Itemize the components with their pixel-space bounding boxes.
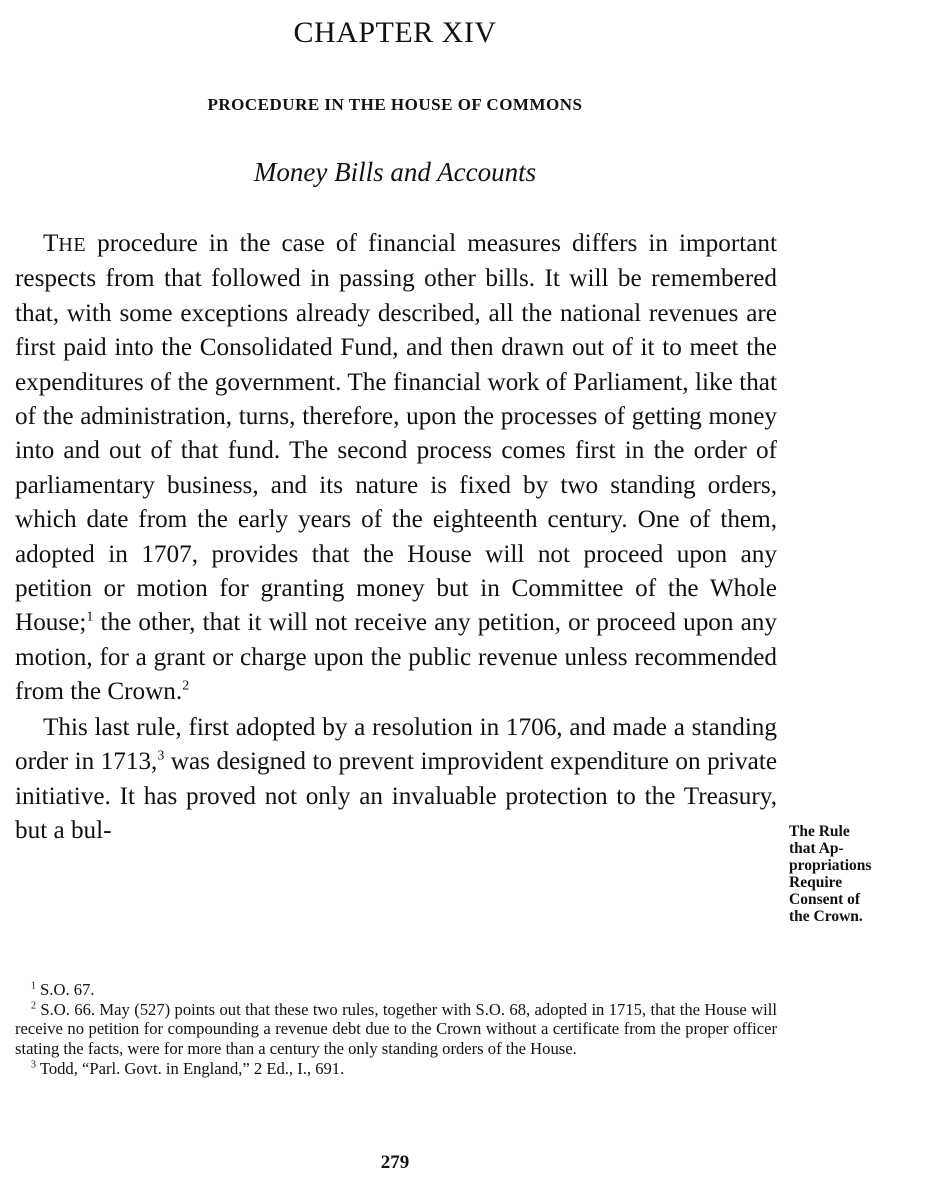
footnote-2 (15, 1000, 777, 1059)
dropcap: T (43, 230, 59, 257)
paragraph-2-text-a: This last rule, first adopted by a resolution in 1706, and made a standing order in 1713, (15, 713, 777, 776)
footnote-mark: 2 (31, 1000, 36, 1012)
margin-note (789, 823, 929, 925)
margin-note-line: that Ap- (789, 840, 844, 857)
footnote-3 (15, 1059, 777, 1079)
margin-note-line: Require (789, 874, 843, 891)
footnote-ref-1: 1 (86, 610, 94, 626)
chapter-title: CHAPTER XIV (293, 16, 497, 49)
footnote-mark: 1 (31, 980, 36, 992)
footnote-1 (15, 980, 777, 1000)
footnote-text: Todd, “Parl. Govt. in England,” 2 Ed., I., 691. (36, 1058, 345, 1078)
footnotes (15, 980, 777, 1079)
paragraph-1-text-a: procedure in the case of financial measures differs in important respects from that followed in passing other bills. It will be remembered that, with some exceptions already described, all the national revenues are first paid into the Consolidated Fund, and then drawn out of it to meet the expenditures of the government. The financial work of Parliament, like that of the administration, turns, therefore, upon the processes of getting money into and out of that fund. The second process comes first in the order of parliamentary business, and its nature is fixed by two standing orders, which date from the early years of the eighteenth century. One of them, adopted in 1707, provides that the House will not proceed upon any petition or motion for granting money but in Committee of the Whole House; (15, 230, 777, 637)
footnote-ref-2: 2 (182, 678, 190, 694)
footnote-mark: 3 (31, 1059, 36, 1071)
paragraph-2-text-b: was designed to prevent improvident expenditure on private initiative. It has proved not only an invaluable protection to the Treasury, but a bul- (15, 748, 778, 844)
margin-note-line: Consent of (789, 891, 861, 908)
footnote-ref-3: 3 (157, 748, 165, 764)
footnote-text: S.O. 67. (36, 980, 95, 999)
paragraph-1-text-b: the other, that it will not receive any petition, or proceed upon any motion, for a grant or charge upon the public revenue unless recommended from the Crown. (15, 609, 777, 706)
body-text (15, 227, 777, 848)
page-number: 279 (380, 1152, 410, 1173)
subsection-title: Money Bills and Accounts (253, 157, 537, 187)
footnote-text: S.O. 66. May (527) points out that these two rules, together with S.O. 68, adopted in 1715, that the House will receive no petition for compounding a revenue debt due to the Crown without a certificate from the proper officer stating the facts, were for more than a century the only standing orders of the House. (15, 999, 777, 1059)
section-title: PROCEDURE IN THE HOUSE OF COMMONS (207, 95, 583, 114)
smallcap: HE (58, 234, 87, 256)
margin-note-line: the Crown. (789, 908, 863, 925)
margin-note-line: propriations (789, 857, 872, 874)
paragraph-1 (15, 227, 777, 710)
paragraph-2 (15, 711, 777, 849)
margin-note-line: The Rule (789, 823, 850, 840)
